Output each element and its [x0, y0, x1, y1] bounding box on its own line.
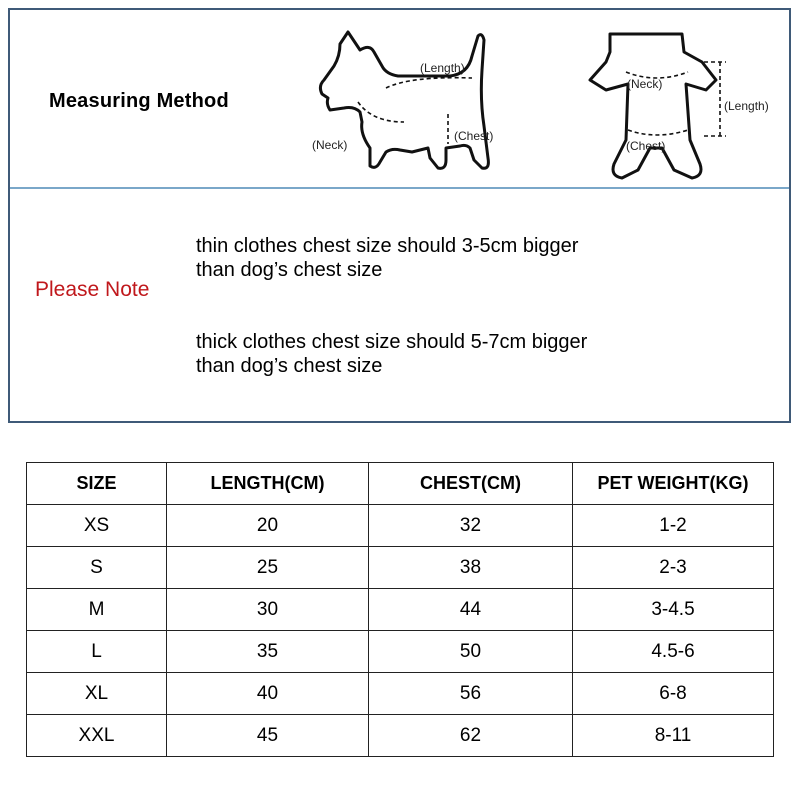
note-line: than dog’s chest size — [196, 259, 383, 281]
cell-chest: 32 — [369, 505, 573, 547]
cell-size: S — [27, 547, 167, 589]
shirt-chest-line — [628, 130, 688, 135]
length-measure-line — [386, 78, 472, 88]
cell-weight: 8-11 — [573, 715, 774, 757]
dog-chest-label: (Chest) — [454, 129, 494, 143]
cell-chest: 62 — [369, 715, 573, 757]
table-row — [27, 547, 774, 589]
note-thin-clothes — [196, 234, 578, 282]
table-row — [27, 631, 774, 673]
table-header-row — [27, 463, 774, 505]
note-thick-clothes — [196, 330, 587, 378]
table-row — [27, 673, 774, 715]
section-divider — [10, 187, 789, 189]
cell-weight: 6-8 — [573, 673, 774, 715]
please-note-label: Please Note — [35, 278, 150, 301]
table-row — [27, 589, 774, 631]
shirt-length-line — [704, 62, 726, 136]
cell-weight: 1-2 — [573, 505, 774, 547]
shirt-length-label: (Length) — [724, 99, 769, 113]
cell-size: XS — [27, 505, 167, 547]
cell-chest: 56 — [369, 673, 573, 715]
table-row — [27, 505, 774, 547]
note-line: thin clothes chest size should 3-5cm bigger — [196, 235, 579, 257]
cell-size: L — [27, 631, 167, 673]
header-length: LENGTH(CM) — [167, 463, 369, 505]
size-chart-table — [26, 462, 774, 757]
shirt-measuring-diagram — [570, 32, 790, 192]
cell-length: 30 — [167, 589, 369, 631]
cell-size: XL — [27, 673, 167, 715]
cell-chest: 44 — [369, 589, 573, 631]
note-line: than dog’s chest size — [196, 355, 383, 377]
shirt-chest-label: (Chest) — [626, 139, 666, 153]
header-pet-weight: PET WEIGHT(KG) — [573, 463, 774, 505]
cell-length: 25 — [167, 547, 369, 589]
dog-neck-label: (Neck) — [312, 138, 348, 152]
cell-length: 40 — [167, 673, 369, 715]
dog-measuring-diagram — [300, 30, 510, 190]
header-size: SIZE — [27, 463, 167, 505]
dog-shirt-icon — [590, 34, 716, 178]
cell-weight: 3-4.5 — [573, 589, 774, 631]
table-row — [27, 715, 774, 757]
cell-chest: 38 — [369, 547, 573, 589]
neck-measure-line — [358, 102, 404, 122]
cell-chest: 50 — [369, 631, 573, 673]
cell-weight: 2-3 — [573, 547, 774, 589]
cell-length: 35 — [167, 631, 369, 673]
measuring-method-title: Measuring Method — [49, 90, 229, 112]
cell-size: XXL — [27, 715, 167, 757]
measuring-info-box — [8, 8, 791, 423]
shirt-neck-label: (Neck) — [627, 77, 663, 91]
dog-length-label: (Length) — [420, 61, 465, 75]
cell-weight: 4.5-6 — [573, 631, 774, 673]
header-chest: CHEST(CM) — [369, 463, 573, 505]
note-line: thick clothes chest size should 5-7cm bigger — [196, 331, 588, 353]
cell-length: 45 — [167, 715, 369, 757]
cell-length: 20 — [167, 505, 369, 547]
cell-size: M — [27, 589, 167, 631]
